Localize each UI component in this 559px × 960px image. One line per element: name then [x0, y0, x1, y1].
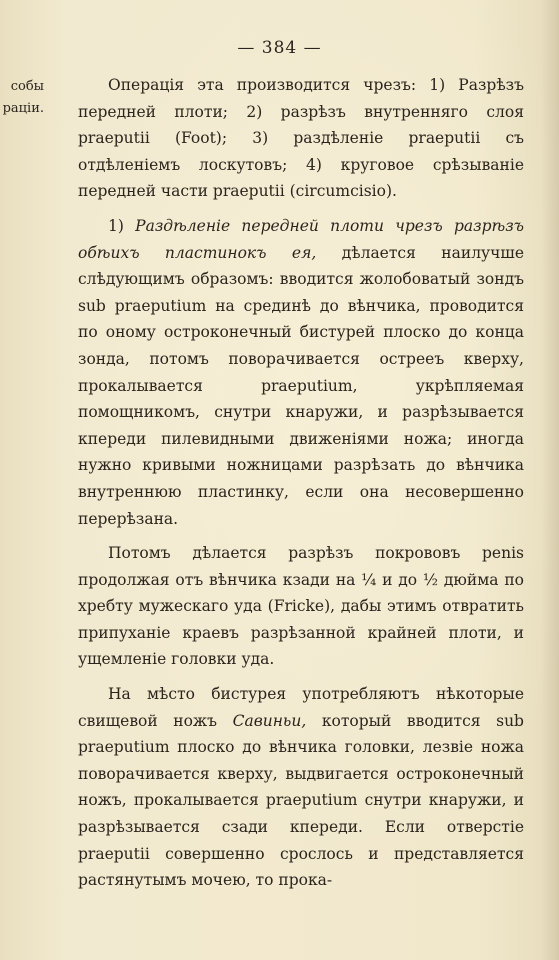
paragraph-division-method — [78, 213, 524, 532]
margin-note-line: раціи. — [2, 101, 44, 116]
paragraph-lead: На мѣсто бистурея употребляютъ нѣкоторые свищевой ножъ — [78, 685, 524, 730]
paragraph-text: который вводится sub praeputium плоско до вѣнчика головки, лезвіе ножа поворачивается кверху, выдвигается остроконечный ножъ, прокалывается praeputium снутри кнаружи, и разрѣзывается сзади кпереди. Если отверстіе praeputii совершенно срослось и представляется растянутымъ мочею, то прока- — [78, 711, 524, 890]
paragraph-text: Операція эта производится чрезъ: 1) Разрѣзъ передней плоти; 2) разрѣзъ внутренняго слоя praeputii (Foot); 3) раздѣленіе praeputii съ отдѣленіемъ лоскутовъ; 4) круговое срѣзываніе передней части praeputii (circumcisio). — [78, 76, 524, 201]
margin-note-line: собы — [10, 79, 44, 94]
body-text — [78, 72, 524, 894]
paragraph-italic-name: Савиньи, — [232, 711, 307, 730]
paragraph-operation-methods — [78, 72, 524, 205]
paragraph-italic-heading: Раздѣленіе передней плоти чрезъ разрѣзъ обѣихъ пластинокъ ея, — [78, 216, 524, 262]
page-edge-shadow — [541, 0, 559, 960]
margin-note — [0, 76, 44, 120]
paragraph-text: Потомъ дѣлается разрѣзъ покрововъ penis продолжая отъ вѣнчика кзади на ¼ и до ½ дюйма по хребту мужескаго уда (Fricke), дабы этимъ отвратить припуханіе краевъ разрѣзанной крайней плоти, и ущемленіе головки уда. — [78, 544, 524, 669]
paragraph-text: дѣлается наилучше слѣдующимъ образомъ: вводится жолобоватый зондъ sub praeputium на срединѣ до вѣнчика, проводится по оному остроконечный бистурей плоско до конца зонда, потомъ поворачивается острееъ кверху, прокалывается praeputium, укрѣпляемая помощникомъ, снутри кнаружи, и разрѣзывается кпереди пилевидными движеніями ножа; иногда нужно кривыми ножницами разрѣзать до вѣнчика внутреннюю пластинку, если она несовершенно перерѣзана. — [78, 243, 524, 528]
paragraph-incision — [78, 540, 524, 673]
paragraph-alternative-knife — [78, 681, 524, 894]
paragraph-lead: 1) — [108, 216, 136, 235]
page-number: — 384 — — [237, 38, 322, 58]
